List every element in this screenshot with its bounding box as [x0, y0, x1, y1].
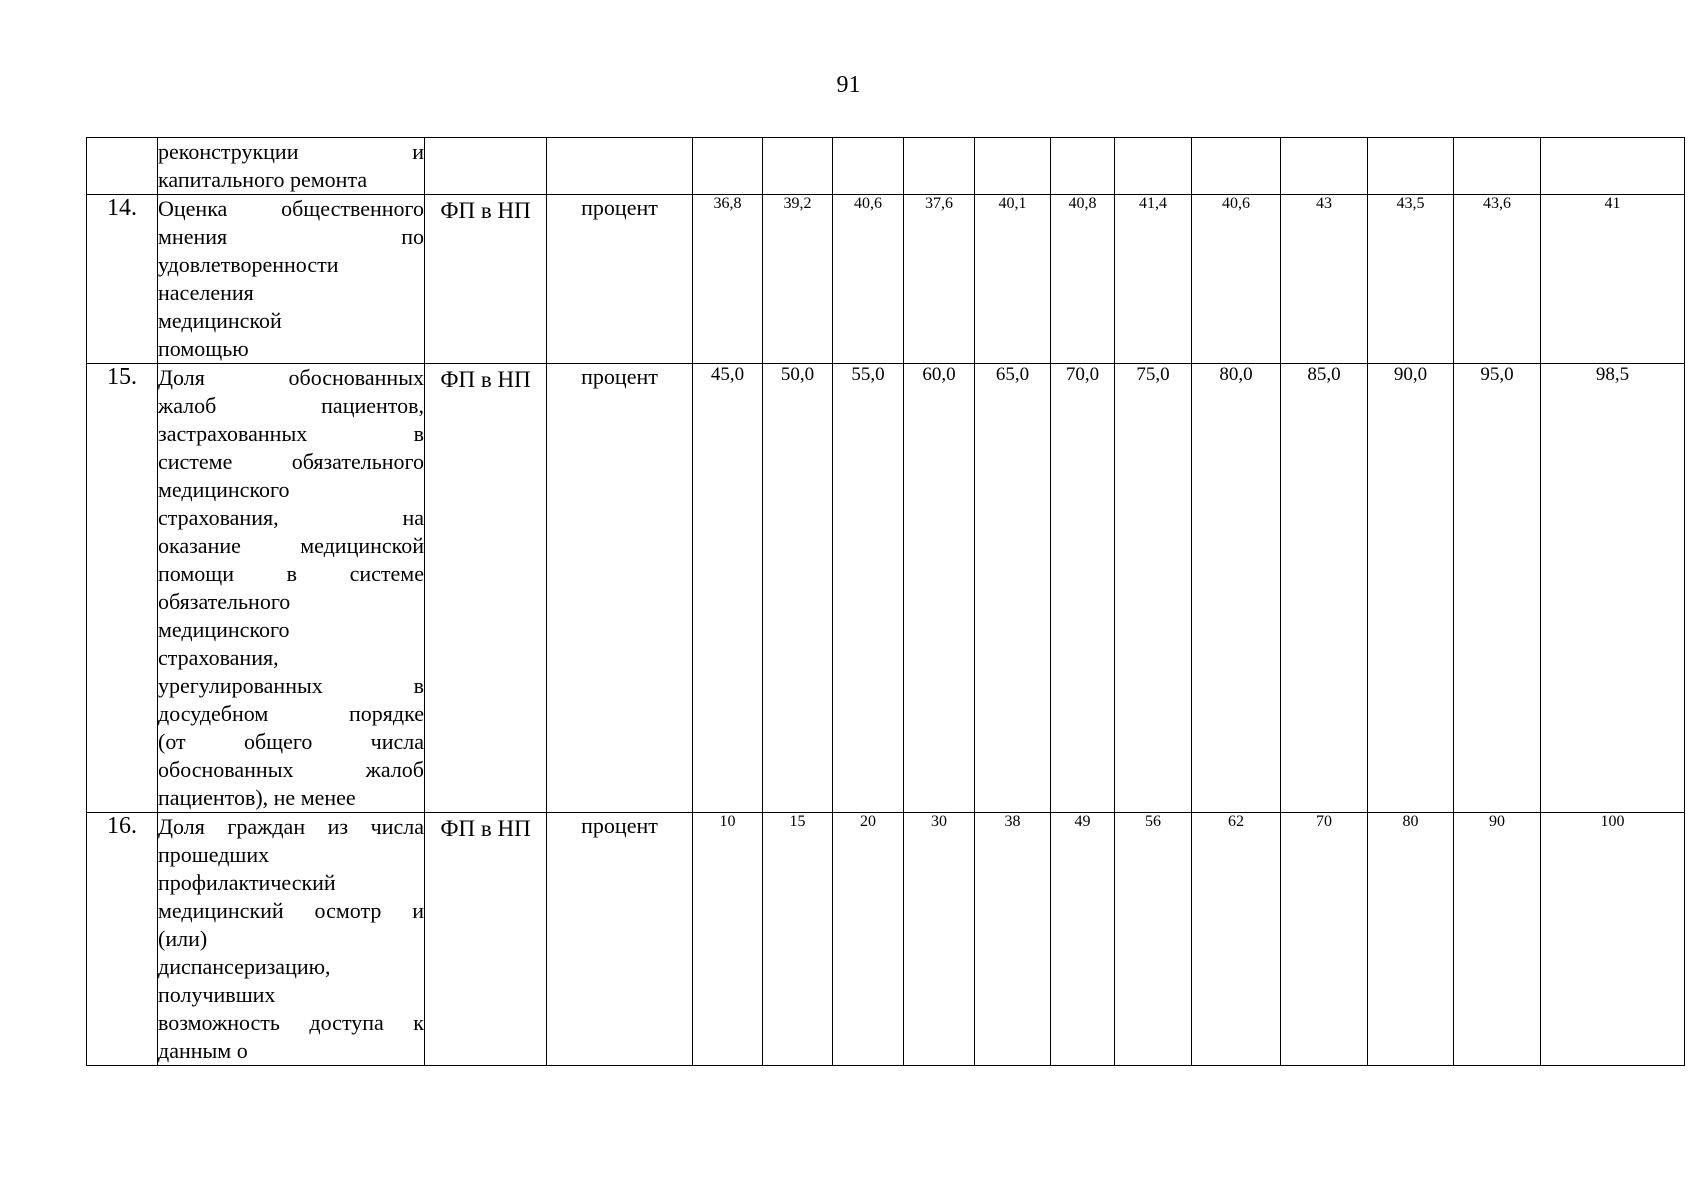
- table-row: [87, 138, 1685, 195]
- indicator-name-line: (или): [158, 926, 208, 951]
- row-number: 16.: [87, 813, 158, 1066]
- value-cell: 70: [1281, 813, 1368, 1066]
- value-cell: 43,5: [1368, 195, 1454, 364]
- source-cell: ФП в НП: [425, 195, 547, 364]
- indicator-name-line: урегулированных в: [158, 673, 424, 698]
- value-cell: 70,0: [1051, 364, 1115, 813]
- empty-cell: [693, 138, 763, 195]
- indicator-name-line: застрахованных в: [158, 421, 424, 446]
- indicator-name-line: страхования, на: [158, 505, 424, 530]
- source-cell: ФП в НП: [425, 813, 547, 1066]
- value-cell: 15: [763, 813, 833, 1066]
- value-cell: 56: [1115, 813, 1192, 1066]
- unit-cell: процент: [547, 813, 693, 1066]
- value-cell: 55,0: [833, 364, 904, 813]
- empty-cell: [1541, 138, 1685, 195]
- value-cell: 85,0: [1281, 364, 1368, 813]
- indicator-name-line: (от общего числа: [158, 729, 424, 754]
- indicator-name-line: медицинского: [158, 477, 290, 502]
- row-number: 15.: [87, 364, 158, 813]
- value-cell: 40,1: [975, 195, 1051, 364]
- value-cell: 60,0: [904, 364, 975, 813]
- indicator-name-line: прошедших: [158, 842, 270, 867]
- value-cell: 45,0: [693, 364, 763, 813]
- value-cell: 90,0: [1368, 364, 1454, 813]
- value-cell: 30: [904, 813, 975, 1066]
- indicator-name-line: профилактический: [158, 870, 336, 895]
- empty-cell: [1454, 138, 1541, 195]
- indicator-name-line: удовлетворенности: [158, 252, 339, 277]
- empty-cell: [425, 138, 547, 195]
- value-cell: 43: [1281, 195, 1368, 364]
- value-cell: 41: [1541, 195, 1685, 364]
- row-number: 14.: [87, 195, 158, 364]
- indicator-name-line: населения: [158, 280, 254, 305]
- empty-cell: [975, 138, 1051, 195]
- indicator-name-line: возможность доступа к: [158, 1010, 424, 1035]
- source-cell: ФП в НП: [425, 364, 547, 813]
- value-cell: 36,8: [693, 195, 763, 364]
- indicator-name-line: медицинский осмотр и: [158, 898, 424, 923]
- empty-cell: [763, 138, 833, 195]
- indicator-name-line: медицинского: [158, 617, 290, 642]
- value-cell: 10: [693, 813, 763, 1066]
- empty-cell: [1115, 138, 1192, 195]
- indicator-name-line: диспансеризацию,: [158, 954, 331, 979]
- value-cell: 43,6: [1454, 195, 1541, 364]
- value-cell: 98,5: [1541, 364, 1685, 813]
- indicator-table: [86, 137, 1685, 1066]
- empty-cell: [547, 138, 693, 195]
- indicator-name-line: жалоб пациентов,: [158, 393, 424, 418]
- indicator-name-cell: [158, 195, 425, 364]
- indicator-name-line: капитального ремонта: [158, 167, 368, 192]
- empty-cell: [833, 138, 904, 195]
- indicator-name-line: Доля обоснованных: [158, 365, 424, 390]
- indicator-name-line: помощи в системе: [158, 561, 424, 586]
- indicator-name-line: Оценка общественного: [158, 196, 424, 221]
- value-cell: 40,6: [1192, 195, 1281, 364]
- indicator-name-line: обязательного: [158, 589, 291, 614]
- value-cell: 95,0: [1454, 364, 1541, 813]
- unit-cell: процент: [547, 195, 693, 364]
- indicator-name-line: пациентов), не менее: [158, 785, 356, 810]
- indicator-name-line: досудебном порядке: [158, 701, 424, 726]
- empty-cell: [1051, 138, 1115, 195]
- indicator-name-cell: [158, 138, 425, 195]
- value-cell: 39,2: [763, 195, 833, 364]
- number-cell: [87, 138, 158, 195]
- page-number: 91: [836, 72, 861, 98]
- indicator-name-line: страхования,: [158, 645, 279, 670]
- table-row: [87, 813, 1685, 1066]
- table-row: [87, 195, 1685, 364]
- value-cell: 40,8: [1051, 195, 1115, 364]
- indicator-name-line: Доля граждан из числа: [158, 814, 424, 839]
- value-cell: 75,0: [1115, 364, 1192, 813]
- indicator-name-line: получивших: [158, 982, 276, 1007]
- value-cell: 49: [1051, 813, 1115, 1066]
- empty-cell: [1192, 138, 1281, 195]
- indicator-name-cell: [158, 364, 425, 813]
- indicator-name-line: реконструкции и: [158, 139, 424, 164]
- unit-cell: процент: [547, 364, 693, 813]
- indicator-name-line: помощью: [158, 336, 249, 361]
- value-cell: 90: [1454, 813, 1541, 1066]
- value-cell: 100: [1541, 813, 1685, 1066]
- indicator-name-line: мнения по: [158, 224, 424, 249]
- value-cell: 40,6: [833, 195, 904, 364]
- indicator-name-line: обоснованных жалоб: [158, 757, 424, 782]
- value-cell: 65,0: [975, 364, 1051, 813]
- value-cell: 80,0: [1192, 364, 1281, 813]
- indicator-name-cell: [158, 813, 425, 1066]
- empty-cell: [904, 138, 975, 195]
- table-row: [87, 364, 1685, 813]
- empty-cell: [1281, 138, 1368, 195]
- value-cell: 80: [1368, 813, 1454, 1066]
- value-cell: 41,4: [1115, 195, 1192, 364]
- value-cell: 50,0: [763, 364, 833, 813]
- value-cell: 37,6: [904, 195, 975, 364]
- indicator-name-line: медицинской: [158, 308, 282, 333]
- empty-cell: [1368, 138, 1454, 195]
- indicator-name-line: оказание медицинской: [158, 533, 424, 558]
- value-cell: 20: [833, 813, 904, 1066]
- value-cell: 38: [975, 813, 1051, 1066]
- indicator-name-line: данным о: [158, 1038, 248, 1063]
- indicator-name-line: системе обязательного: [158, 449, 424, 474]
- value-cell: 62: [1192, 813, 1281, 1066]
